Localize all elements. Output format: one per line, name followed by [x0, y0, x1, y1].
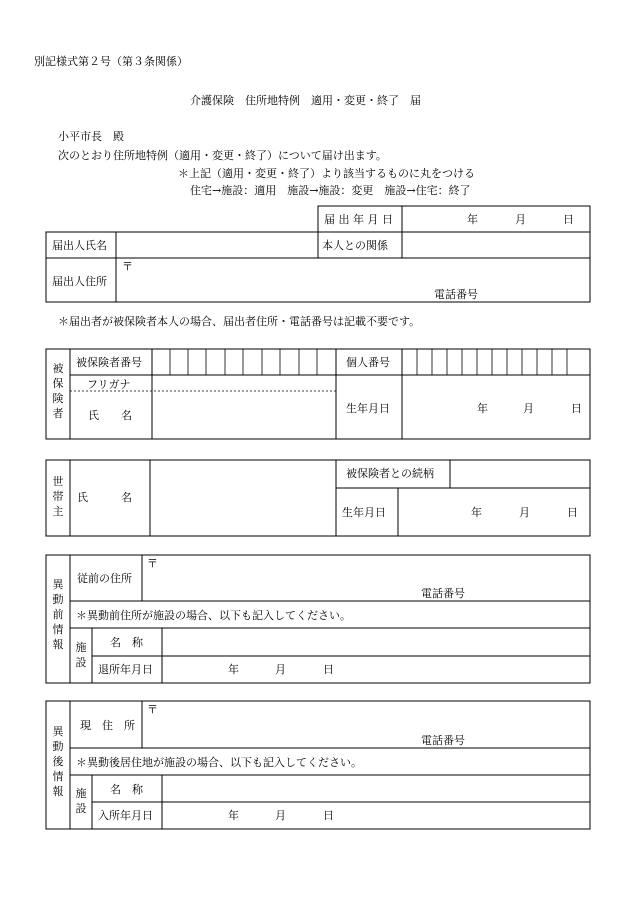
after-note: ＊異動後居住地が施設の場合、以下も記入してください。	[76, 756, 362, 769]
postal-mark: 〒	[147, 703, 158, 716]
addressee: 小平市長 殿	[58, 130, 124, 143]
householder-side-label: 世 帯 主	[52, 475, 64, 518]
year-label: 年	[477, 402, 488, 415]
insured-side-label: 被 保 険 者	[52, 362, 64, 420]
notifier-name-label: 届出人氏名	[52, 239, 107, 252]
notifier-name-field[interactable]	[117, 233, 317, 257]
form-title: 介護保険 住所地特例 適用・変更・終了 届	[190, 94, 421, 107]
before-note: ＊異動前住所が施設の場合、以下も記入してください。	[76, 609, 351, 622]
before-address-field[interactable]	[143, 556, 589, 600]
before-facility-name-field[interactable]	[163, 629, 589, 655]
move-out-date-field[interactable]	[163, 657, 589, 682]
notification-date-label: 届 出 年 月 日	[324, 213, 393, 226]
form-number: 別記様式第２号（第３条関係）	[34, 55, 188, 68]
year-label: 年	[467, 213, 478, 226]
personal-number-label: 個人番号	[346, 356, 390, 369]
after-side-label: 異 動 後 情 報	[52, 725, 64, 798]
householder-name-field[interactable]	[151, 461, 335, 535]
insured-number-field[interactable]	[153, 350, 335, 374]
after-address-label: 現 住 所	[80, 719, 135, 732]
move-out-date-label: 退所年月日	[98, 663, 153, 676]
day-label: 日	[571, 402, 582, 415]
month-label: 月	[519, 506, 530, 519]
day-label: 日	[323, 663, 334, 676]
householder-birth-field[interactable]	[399, 489, 589, 535]
move-in-date-field[interactable]	[163, 803, 589, 828]
insured-name-field[interactable]	[153, 392, 335, 438]
notification-date-field[interactable]	[403, 207, 589, 231]
furigana-field[interactable]	[153, 376, 335, 390]
month-label: 月	[523, 402, 534, 415]
notifier-address-field[interactable]	[117, 259, 589, 301]
day-label: 日	[567, 506, 578, 519]
phone-label: 電話番号	[421, 734, 465, 747]
after-facility-name-field[interactable]	[163, 776, 589, 801]
month-label: 月	[275, 809, 286, 822]
year-label: 年	[228, 809, 239, 822]
after-facility-name-label: 名 称	[110, 783, 143, 796]
before-facility-name-label: 名 称	[110, 636, 143, 649]
householder-relation-label: 被保険者との続柄	[346, 467, 434, 480]
day-label: 日	[563, 213, 574, 226]
insured-number-label: 被保険者番号	[76, 356, 142, 369]
postal-mark: 〒	[122, 260, 133, 273]
before-address-label: 従前の住所	[77, 572, 132, 585]
postal-mark: 〒	[147, 557, 158, 570]
day-label: 日	[323, 809, 334, 822]
furigana-label: フリガナ	[87, 378, 131, 391]
month-label: 月	[275, 663, 286, 676]
year-label: 年	[228, 663, 239, 676]
month-label: 月	[515, 213, 526, 226]
notifier-address-label: 届出人住所	[52, 275, 107, 288]
notifier-note: ＊届出者が被保険者本人の場合、届出者住所・電話番号は記載不要です。	[58, 315, 421, 328]
personal-number-field[interactable]	[403, 350, 589, 374]
year-label: 年	[471, 506, 482, 519]
insured-name-label: 氏 名	[88, 409, 132, 422]
relation-field[interactable]	[403, 233, 589, 257]
instruction: ＊上記（適用・変更・終了）より該当するものに丸をつける	[178, 167, 475, 180]
insured-birth-label: 生年月日	[346, 402, 390, 415]
rules: 住宅→施設：適用 施設→施設：変更 施設→住宅：終了	[190, 184, 471, 197]
phone-label: 電話番号	[421, 587, 465, 600]
after-address-field[interactable]	[143, 702, 589, 747]
before-side-label: 異 動 前 情 報	[52, 578, 64, 651]
householder-name-label: 氏 名	[77, 491, 132, 504]
after-facility-side-label: 施 設	[75, 787, 87, 815]
insured-birth-field[interactable]	[403, 376, 589, 438]
phone-label: 電話番号	[434, 288, 478, 301]
move-in-date-label: 入所年月日	[98, 809, 153, 822]
statement: 次のとおり住所地特例（適用・変更・終了）について届け出ます。	[58, 149, 387, 162]
relation-label: 本人との関係	[322, 239, 388, 252]
before-facility-side-label: 施 設	[75, 641, 87, 669]
householder-relation-field[interactable]	[451, 461, 589, 487]
householder-birth-label: 生年月日	[342, 506, 386, 519]
